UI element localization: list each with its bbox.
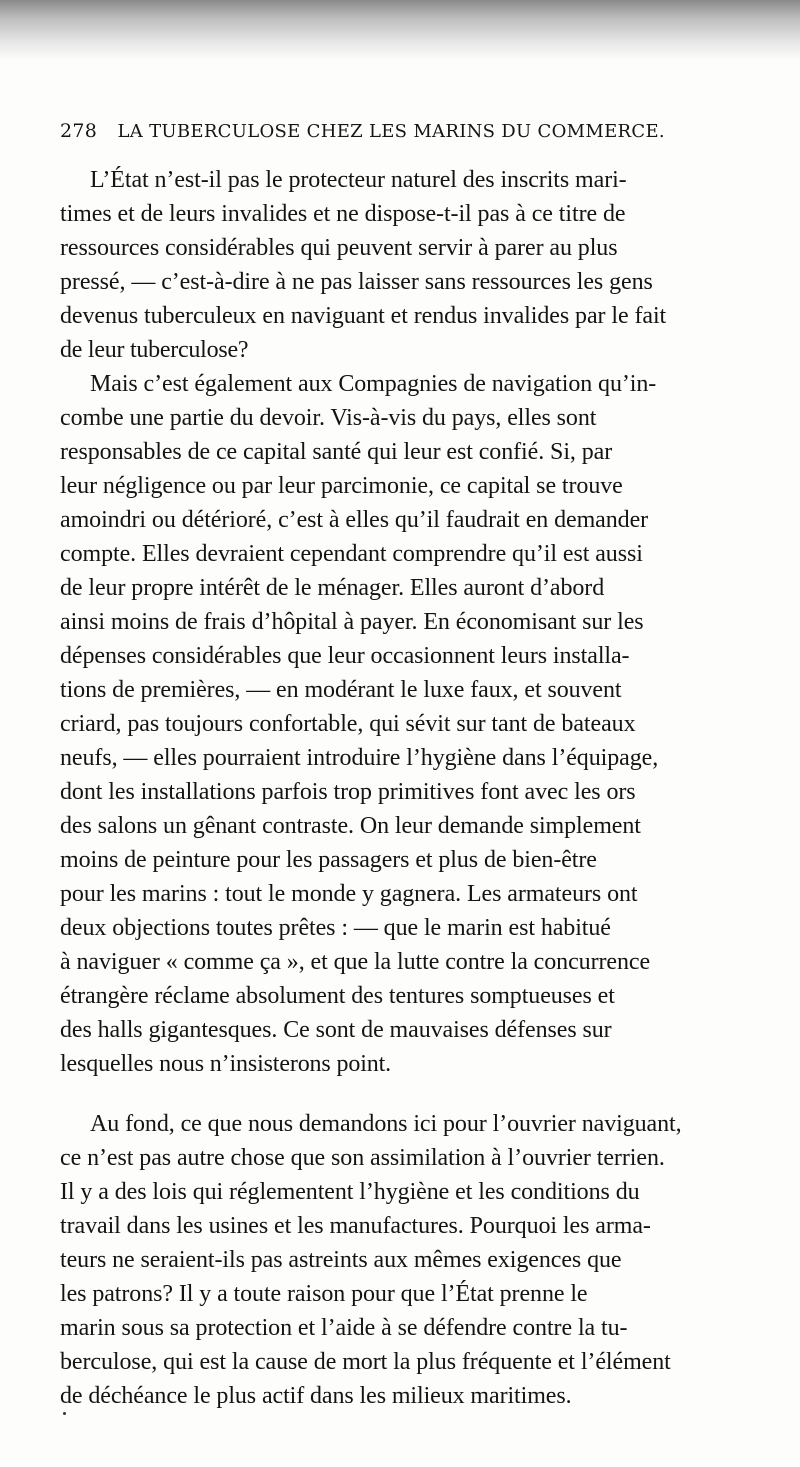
text-line: amoindri ou détérioré, c’est à elles qu’il faudrait en demander — [60, 507, 649, 533]
paragraph-1 — [60, 163, 755, 367]
text-line: Il y a des lois qui réglementent l’hygiène et les conditions du — [60, 1179, 640, 1205]
text-line: criard, pas toujours confortable, qui sévit sur tant de bateaux — [60, 711, 636, 737]
running-title: LA TUBERCULOSE CHEZ LES MARINS DU COMMERCE. — [117, 121, 665, 142]
text-line: moins de peinture pour les passagers et plus de bien-être — [60, 847, 597, 873]
text-line: de déchéance le plus actif dans les milieux maritimes. — [60, 1383, 572, 1409]
text-line: des salons un gênant contraste. On leur demande simplement — [60, 813, 641, 839]
text-line: leur négligence ou par leur parcimonie, ce capital se trouve — [60, 473, 623, 499]
text-line: lesquelles nous n’insisterons point. — [60, 1051, 391, 1077]
text-line: ce n’est pas autre chose que son assimilation à l’ouvrier terrien. — [60, 1145, 665, 1171]
text-line: neufs, — elles pourraient introduire l’hygiène dans l’équipage, — [60, 745, 659, 771]
scan-shadow — [0, 0, 800, 60]
text-line: teurs ne seraient-ils pas astreints aux mêmes exigences que — [60, 1247, 622, 1273]
text-line: les patrons? Il y a toute raison pour que l’État prenne le — [60, 1281, 588, 1307]
text-line: times et de leurs invalides et ne dispose-t-il pas à ce titre de — [60, 201, 626, 227]
text-line: tions de premières, — en modérant le luxe faux, et souvent — [60, 677, 622, 703]
text-line: ainsi moins de frais d’hôpital à payer. En économisant sur les — [60, 609, 644, 635]
text-line: deux objections toutes prêtes : — que le marin est habitué — [60, 915, 611, 941]
text-line: de leur propre intérêt de le ménager. Elles auront d’abord — [60, 575, 605, 601]
paragraph-gap — [60, 1081, 755, 1107]
page-number: 278 — [60, 120, 98, 142]
ink-speck — [63, 1412, 66, 1415]
text-line: pour les marins : tout le monde y gagnera. Les armateurs ont — [60, 881, 638, 907]
text-line: de leur tuberculose? — [60, 337, 249, 363]
text-line: Au fond, ce que nous demandons ici pour l’ouvrier naviguant, — [90, 1111, 682, 1137]
text-line: travail dans les usines et les manufactures. Pourquoi les arma- — [60, 1213, 651, 1239]
text-line: pressé, — c’est-à-dire à ne pas laisser sans ressources les gens — [60, 269, 653, 295]
text-line: étrangère réclame absolument des tentures somptueuses et — [60, 983, 615, 1009]
text-line: compte. Elles devraient cependant comprendre qu’il est aussi — [60, 541, 643, 567]
text-line: marin sous sa protection et l’aide à se défendre contre la tu- — [60, 1315, 628, 1341]
text-line: devenus tuberculeux en naviguant et rendus invalides par le fait — [60, 303, 667, 329]
text-line: combe une partie du devoir. Vis-à-vis du pays, elles sont — [60, 405, 597, 431]
text-line: Mais c’est également aux Compagnies de navigation qu’in- — [90, 371, 657, 397]
text-line: L’État n’est-il pas le protecteur naturel des inscrits mari- — [90, 167, 627, 193]
text-line: dont les installations parfois trop primitives font avec les ors — [60, 779, 636, 805]
body-text — [60, 163, 755, 1413]
text-line: à naviguer « comme ça », et que la lutte contre la concurrence — [60, 949, 651, 975]
text-line: ressources considérables qui peuvent servir à parer au plus — [60, 235, 618, 261]
text-line: dépenses considérables que leur occasionnent leurs installa- — [60, 643, 630, 669]
running-head — [60, 120, 700, 152]
text-line: berculose, qui est la cause de mort la plus fréquente et l’élément — [60, 1349, 671, 1375]
paragraph-2 — [60, 367, 755, 1081]
text-line: des halls gigantesques. Ce sont de mauvaises défenses sur — [60, 1017, 612, 1043]
text-line: responsables de ce capital santé qui leur est confié. Si, par — [60, 439, 613, 465]
paragraph-3 — [60, 1107, 755, 1413]
